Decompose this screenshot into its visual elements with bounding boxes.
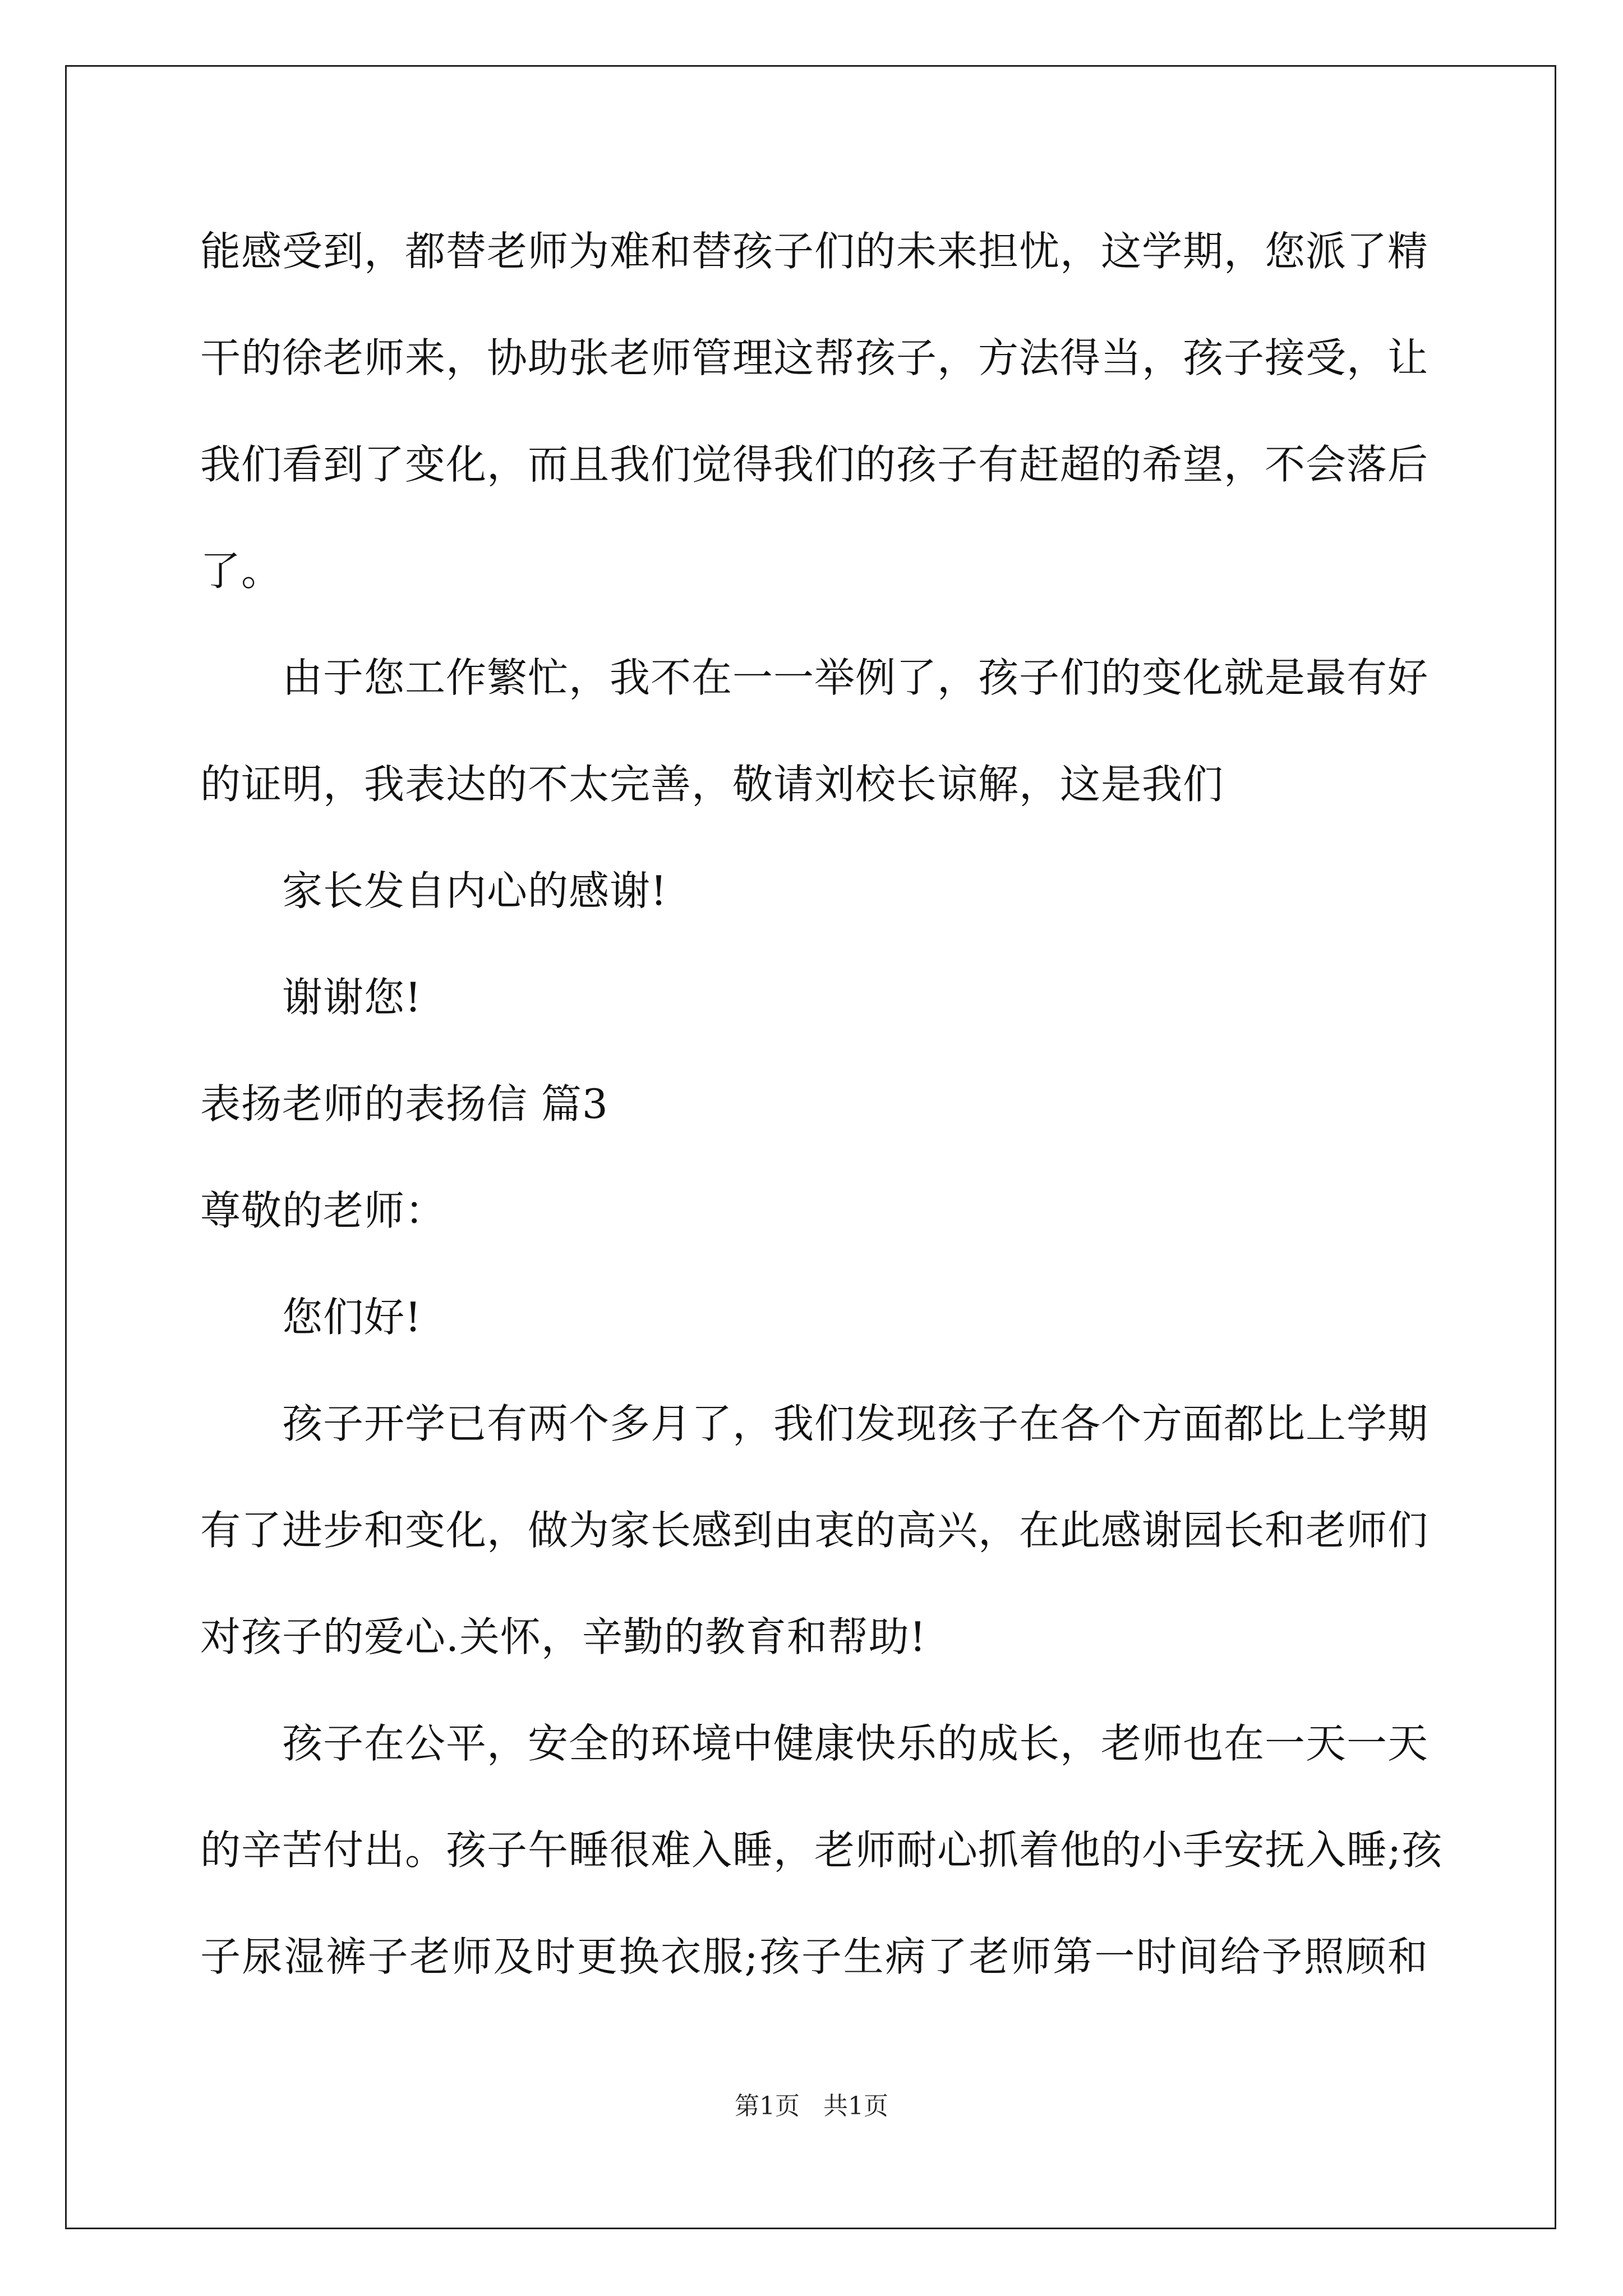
text-line: 的辛苦付出。孩子午睡很难入睡，老师耐心抓着他的小手安抚入睡;孩 bbox=[200, 1826, 1443, 1874]
section-heading: 表扬老师的表扬信 篇3 bbox=[200, 1080, 608, 1128]
paragraph-start-line: 家长发自内心的感谢! bbox=[282, 867, 667, 914]
text-line: 子尿湿裤子老师及时更换衣服;孩子生病了老师第一时间给予照顾和 bbox=[200, 1933, 1428, 1980]
closing-thanks: 谢谢您! bbox=[282, 974, 422, 1021]
text-line: 对孩子的爱心.关怀，辛勤的教育和帮助! bbox=[200, 1613, 926, 1660]
salutation: 尊敬的老师： bbox=[200, 1187, 446, 1234]
text-line: 了。 bbox=[200, 547, 283, 595]
text-line: 干的徐老师来，协助张老师管理这帮孩子，方法得当，孩子接受，让 bbox=[200, 334, 1429, 381]
greeting: 您们好! bbox=[282, 1294, 422, 1341]
paragraph-start-line: 孩子在公平，安全的环境中健康快乐的成长，老师也在一天一天 bbox=[282, 1720, 1429, 1767]
page-footer bbox=[0, 2090, 1623, 2123]
paragraph-start-line: 孩子开学已有两个多月了，我们发现孩子在各个方面都比上学期 bbox=[282, 1400, 1429, 1447]
paragraph-start-line: 由于您工作繁忙，我不在一一举例了，孩子们的变化就是最有好 bbox=[282, 654, 1429, 701]
page-number: 第1页 bbox=[735, 2092, 800, 2120]
text-line: 的证明，我表达的不太完善，敬请刘校长谅解，这是我们 bbox=[200, 761, 1224, 808]
text-line: 我们看到了变化，而且我们觉得我们的孩子有赶超的希望，不会落后 bbox=[200, 441, 1429, 488]
page-total: 共1页 bbox=[823, 2092, 888, 2120]
page-border bbox=[65, 65, 1556, 2229]
text-line: 有了进步和变化，做为家长感到由衷的高兴，在此感谢园长和老师们 bbox=[200, 1507, 1429, 1554]
text-line: 能感受到，都替老师为难和替孩子们的未来担忧，这学期，您派了精 bbox=[200, 228, 1429, 275]
